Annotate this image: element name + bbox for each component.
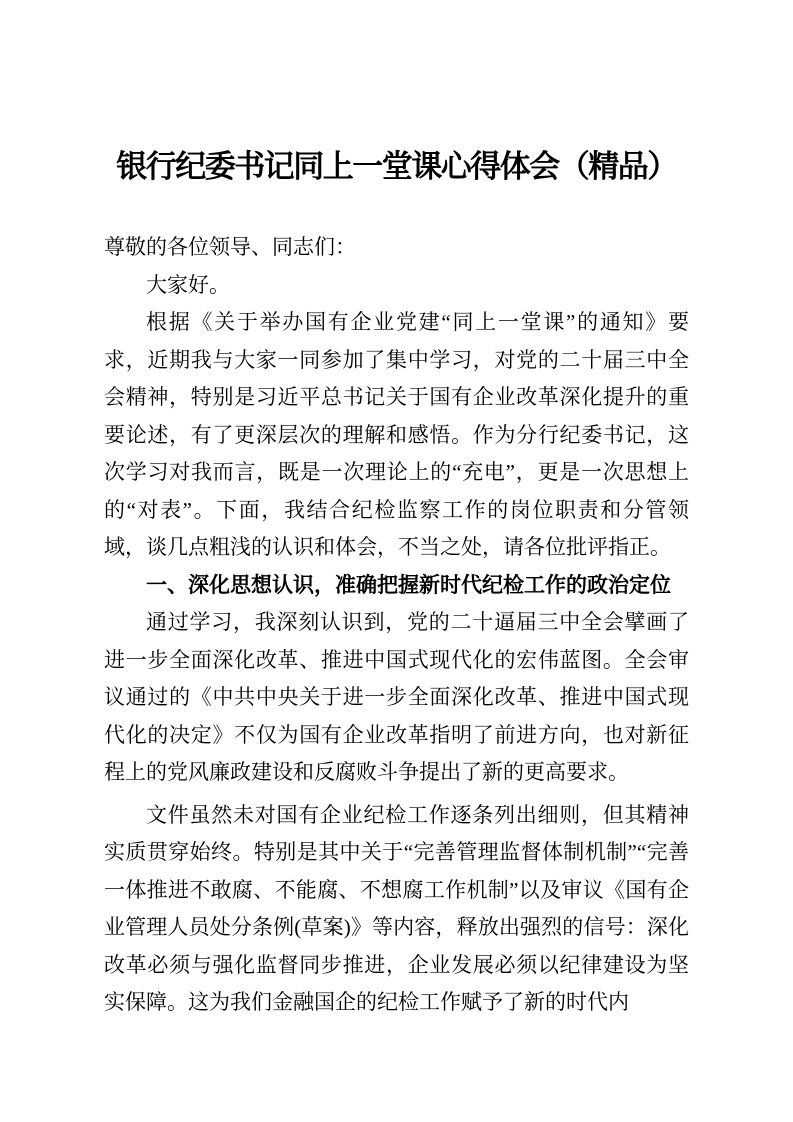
salutation-line: 尊敬的各位领导、同志们： (104, 235, 356, 259)
document-body (104, 229, 689, 1022)
document-title: 银行纪委书记同上一堂课心得体会（精品） (116, 149, 677, 184)
body-paragraph-1: 通过学习，我深刻认识到，党的二十逼届三中全会擘画了进一步全面深化改革、推进中国式现代化的宏伟蓝图。全会审议通过的《中共中央关于进一步全面深化改革、推进中国式现代化的决定》不仅为国有企业改革指明了前进方向，也对新征程上的党风廉政建设和反腐败斗争提出了新的更高要求。 (104, 610, 689, 784)
body-paragraph-2: 文件虽然未对国有企业纪检工作逐条列出细则，但其精神实质贯穿始终。特别是其中关于“完善管理监督体制机制”“完善一体推进不敢腐、不能腐、不想腐工作机制”以及审议《国有企业管理人员处分条例(草案)》等内容，释放出强烈的信号：深化改革必须与强化监督同步推进，企业发展必须以纪律建设为坚实保障。这为我们金融国企的纪检工作赋予了新的时代内 (104, 802, 689, 1014)
section-heading-1: 一、深化思想认识，准确把握新时代纪检工作的政治定位 (146, 572, 671, 597)
intro-paragraph: 根据《关于举办国有企业党建“同上一堂课”的通知》要求，近期我与大家一同参加了集中学习，对党的二十届三中全会精神，特别是习近平总书记关于国有企业改革深化提升的重要论述，有了更深层次的理解和感悟。作为分行纪委书记，这次学习对我而言，既是一次理论上的“充电”，更是一次思想上的“对表”。下面，我结合纪检监察工作的岗位职责和分管领域，谈几点粗浅的认识和体会，不当之处，请各位批评指正。 (104, 310, 689, 559)
greeting-line: 大家好。 (146, 272, 230, 297)
